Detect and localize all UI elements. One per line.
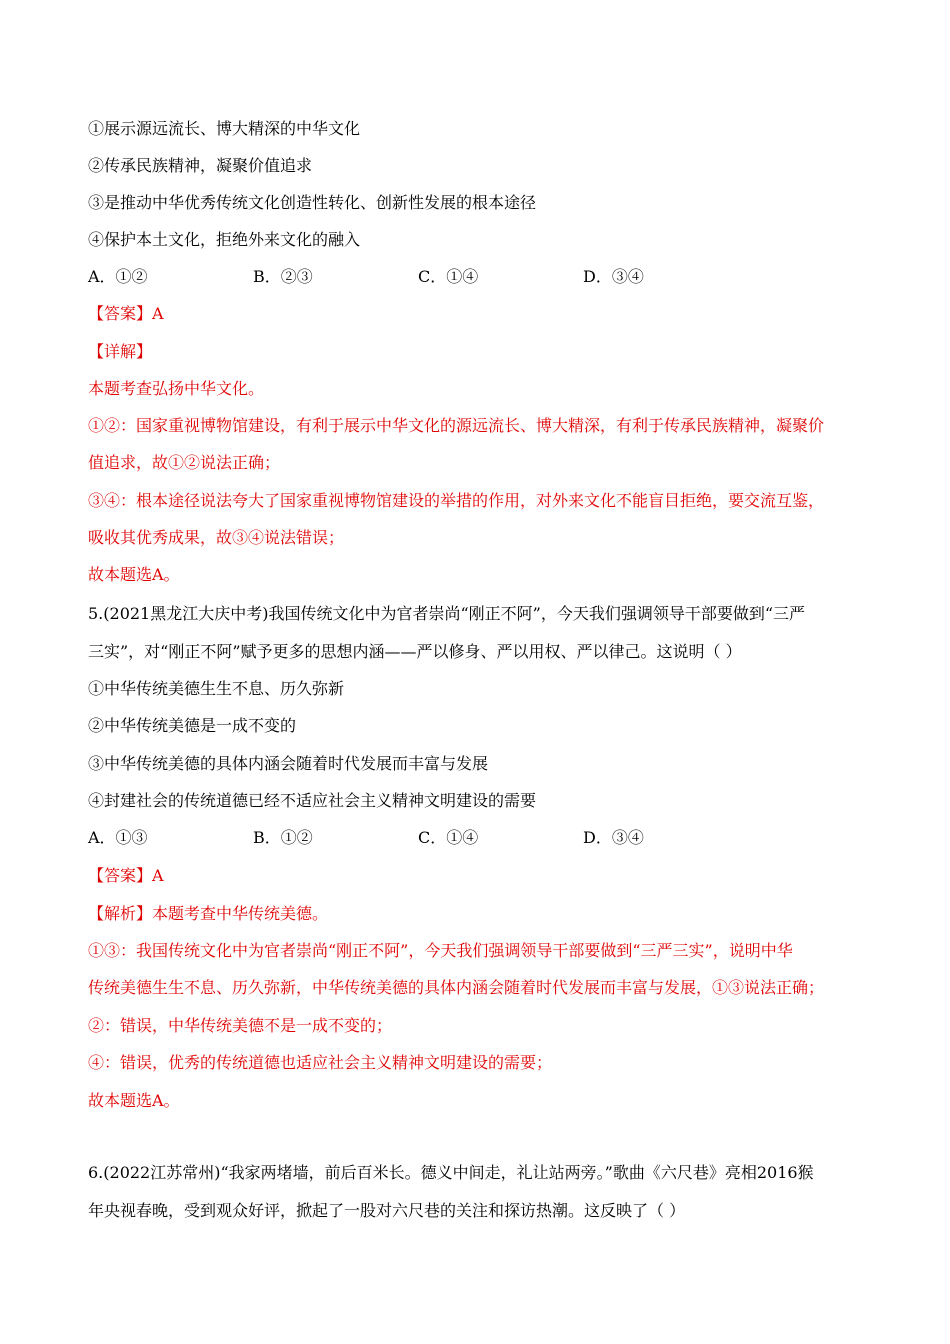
q5-option-c: C．①④ xyxy=(418,828,479,847)
q5-stem-line: 5.(2021黑龙江大庆中考)我国传统文化中为官者崇尚“刚正不阿”，今天我们强调领导干部要做到“三严 xyxy=(88,604,806,623)
q4-explanation-line: 值追求，故①②说法正确； xyxy=(88,453,281,472)
q4-item-3: ③是推动中华优秀传统文化创造性转化、创新性发展的根本途径 xyxy=(88,193,537,212)
q4-explanation-line: 吸收其优秀成果，故③④说法错误； xyxy=(88,528,345,547)
q5-answer: 【答案】A xyxy=(88,866,164,885)
q4-item-2: ②传承民族精神，凝聚价值追求 xyxy=(88,156,313,175)
q5-item-2: ②中华传统美德是一成不变的 xyxy=(88,716,297,735)
q6-stem-line: 6.(2022江苏常州)“我家两堵墙，前后百米长。德义中间走，礼让站两旁。”歌曲《六尺巷》亮相2016猴 xyxy=(88,1163,814,1182)
q5-option-b: B．①② xyxy=(253,828,313,847)
q5-item-4: ④封建社会的传统道德已经不适应社会主义精神文明建设的需要 xyxy=(88,791,537,810)
q5-explanation-line: ④：错误，优秀的传统道德也适应社会主义精神文明建设的需要； xyxy=(88,1053,553,1072)
q5-stem-line: 三实”，对“刚正不阿”赋予更多的思想内涵——严以修身、严以用权、严以律己。这说明（ ） xyxy=(88,642,742,661)
q4-option-b: B．②③ xyxy=(253,267,313,286)
q5-explanation-line: ②：错误，中华传统美德不是一成不变的； xyxy=(88,1016,393,1035)
q5-item-1: ①中华传统美德生生不息、历久弥新 xyxy=(88,679,345,698)
q5-explanation-line: 【解析】本题考查中华传统美德。 xyxy=(88,904,329,923)
q4-explanation-line: ①②：国家重视博物馆建设，有利于展示中华文化的源远流长、博大精深，有利于传承民族精神，凝聚价 xyxy=(88,416,825,435)
q5-option-d: D．③④ xyxy=(583,828,644,847)
q5-option-a: A．①③ xyxy=(88,828,148,847)
q5-conclusion: 故本题选A。 xyxy=(88,1091,180,1110)
q4-explanation-line: ③④：根本途径说法夸大了国家重视博物馆建设的举措的作用，对外来文化不能盲目拒绝，要交流互鉴， xyxy=(88,491,825,510)
q4-item-4: ④保护本土文化，拒绝外来文化的融入 xyxy=(88,230,361,249)
q4-option-d: D．③④ xyxy=(583,267,644,286)
q4-answer: 【答案】A xyxy=(88,304,164,323)
q4-explanation-line: 本题考查弘扬中华文化。 xyxy=(88,379,265,398)
q4-item-1: ①展示源远流长、博大精深的中华文化 xyxy=(88,119,361,138)
q6-stem-line: 年央视春晚，受到观众好评，掀起了一股对六尺巷的关注和探访热潮。这反映了（ ） xyxy=(88,1201,686,1220)
q5-explanation-line: ①③：我国传统文化中为官者崇尚“刚正不阿”，今天我们强调领导干部要做到“三严三实”，说明中华 xyxy=(88,941,793,960)
q4-option-c: C．①④ xyxy=(418,267,479,286)
q5-item-3: ③中华传统美德的具体内涵会随着时代发展而丰富与发展 xyxy=(88,754,489,773)
q5-explanation-line: 传统美德生生不息、历久弥新，中华传统美德的具体内涵会随着时代发展而丰富与发展，①③说法正确； xyxy=(88,978,825,997)
q4-conclusion: 故本题选A。 xyxy=(88,565,180,584)
q4-detail-label: 【详解】 xyxy=(88,342,153,361)
q4-option-a: A．①② xyxy=(88,267,148,286)
